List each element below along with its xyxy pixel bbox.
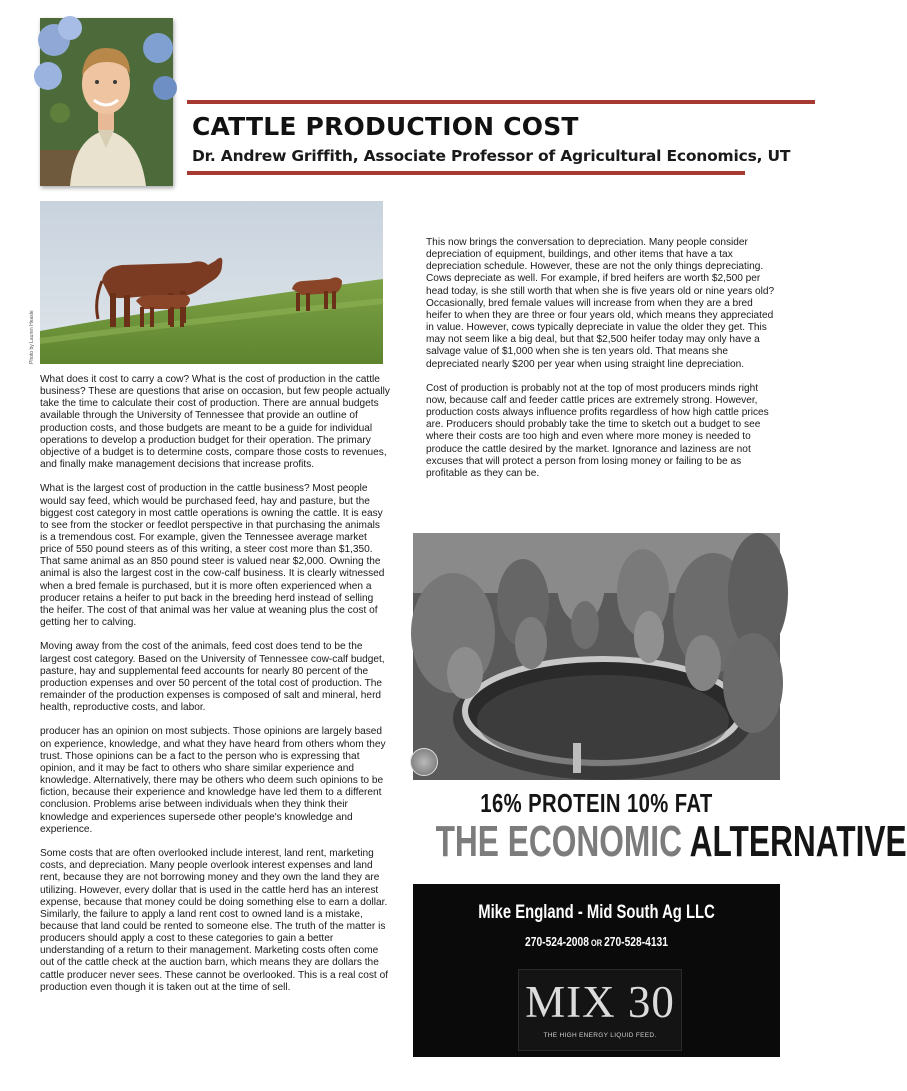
- decorative-circle-icon: [410, 748, 438, 776]
- mix30-tagline: THE HIGH ENERGY LIQUID FEED.: [543, 1032, 657, 1039]
- ad-phone-or: OR: [588, 938, 605, 948]
- mix30-advertisement: [413, 533, 907, 1057]
- paragraph: What is the largest cost of production in the cattle business? Most people would say feed, which would be purchased feed, hay and pasture, but the biggest cost category in most cattle operations is owning the cattle. It is easy to see from the stocker or feedlot perspective in that purchasing the animals is a tremendous cost. For example, given the Tennessee average market price of 550 pound steers as of this writing, a steer cost more than $1,350. That same animal as an 850 pound steer is valued near $2,000. Owning the animal is also the largest cost in the cow-calf business. It is clearly witnessed when a bred female is purchased, but it is more often experienced when a producer retains a heifer to put back in the breeding herd instead of selling the heifer. The cost of that animal was her value at weaning plus the cost of getting her to calving.: [40, 483, 385, 629]
- ad-headline-economic-prefix: THE ECONOMIC: [435, 817, 690, 866]
- cattle-pasture-photo: [40, 201, 383, 364]
- ad-phone-2: 270-528-4131: [604, 935, 668, 949]
- paragraph: producer has an opinion on most subjects. Those opinions are largely based on experience, knowledge, and what they have heard from others whom they trust. Those opinions can be a fact to the person who is expressing that opinion, and it may be fact to others who share similar experience and knowledge. Alternatively, there may be others who deem such opinions to be fiction, because their experience and knowledge have led them to a different conclusion. Problems arise between individuals when they think their knowledge and experiences supersede other people's knowledge and experience.: [40, 726, 386, 835]
- paragraph: Some costs that are often overlooked include interest, land rent, marketing costs, and depreciation. Many people overlook interest expenses and land rent, because they are not borrowing money and they own the land they are utilizing. However, every dollar that is used in the cattle herd has an interest expense, because that money could be doing something else to earn a dollar. Similarly, the failure to apply a land rent cost to owned land is a mistake, because that land could be rented to someone else. The truth of the matter is producers should apply a cost to these categories to gain a better understanding of a return to their management. Marketing costs often come out of the cattle check at the auction barn, which means they are dollars the cattle producer never sees. These cannot be overlooked. This is a real cost of production even though it is taken out at the time of sell.: [40, 848, 389, 993]
- paragraph: What does it cost to carry a cow? What is the cost of production in the cattle business? These are questions that arise on occasion, but few people actually take the time to calculate their cost of production. There are annual budgets available through the University of Tennessee that provide an outline of production costs, and those budgets are meant to be a guide for individual operations to develop a production budget for their operation. The primary objective of a budget is to determine costs, compare those costs to revenues, and finally make management decisions that increase profits.: [40, 374, 390, 471]
- paragraph: Cost of production is probably not at the top of most producers minds right now, because calf and feeder cattle prices are extremely strong. However, production costs always influence profits regardless of how high cattle prices are. Producers should probably take the time to sketch out a budget to see where their costs are too high and even where more money is needed to produce the cattle desired by the market. Ignorance and laziness are not excuses that will protect a person from losing money or failing to be as profitable as they can be.: [426, 382, 769, 479]
- ad-phone-numbers: [446, 935, 747, 949]
- header-rule-bottom: [187, 171, 745, 175]
- ad-headline-economic: [435, 817, 907, 867]
- mix30-logo: [518, 969, 682, 1051]
- ad-headline-alternative: ALTERNATIVE: [689, 817, 907, 866]
- article-title: CATTLE PRODUCTION COST: [192, 112, 579, 141]
- ad-headline-nutrition: 16% PROTEIN 10% FAT: [480, 788, 713, 818]
- ad-phone-1: 270-524-2008: [525, 935, 589, 949]
- photo-credit: Photo by Lauren Heasle: [29, 310, 35, 364]
- mix30-logo-text: MIX 30: [525, 977, 675, 1027]
- ad-cattle-photo: [413, 533, 780, 780]
- paragraph: This now brings the conversation to depreciation. Many people consider depreciation of equipment, buildings, and other items that have a tax depreciation schedule. However, these are not the only things depreciating. Cows depreciate as well. For example, if bred heifers are worth $2,500 per head today, is she still worth that when she is five years old or nine years old? Occasionally, bred female values will increase from when they are a bred heifer to when they are three or four years old, which means they appreciated in value. However, cows typically depreciate in value the older they get. This may not seem like a big deal, but that $2,500 heifer today may only have a salvage value of $1,000 when she is ten years old. That means she depreciated nearly $200 per year when using straight line depreciation.: [426, 237, 775, 370]
- header-rule-top: [187, 100, 815, 104]
- paragraph: Moving away from the cost of the animals, feed cost does tend to be the largest cost category. Based on the University of Tennessee cow-calf budget, pasture, hay and supplemental feed accounts for nearly 80 percent of the production expenses and over 50 percent of the total cost of production. The remainder of the production expenses is composed of salt and mineral, herd health, reproductive costs, and labor.: [40, 641, 385, 714]
- article-column-right: [426, 237, 776, 492]
- article-column-left: [40, 374, 390, 1006]
- article-byline: Dr. Andrew Griffith, Associate Professor of Agricultural Economics, UT: [192, 147, 791, 165]
- ad-company-name: Mike England - Mid South Ag LLC: [478, 902, 715, 923]
- author-photo: [40, 18, 173, 186]
